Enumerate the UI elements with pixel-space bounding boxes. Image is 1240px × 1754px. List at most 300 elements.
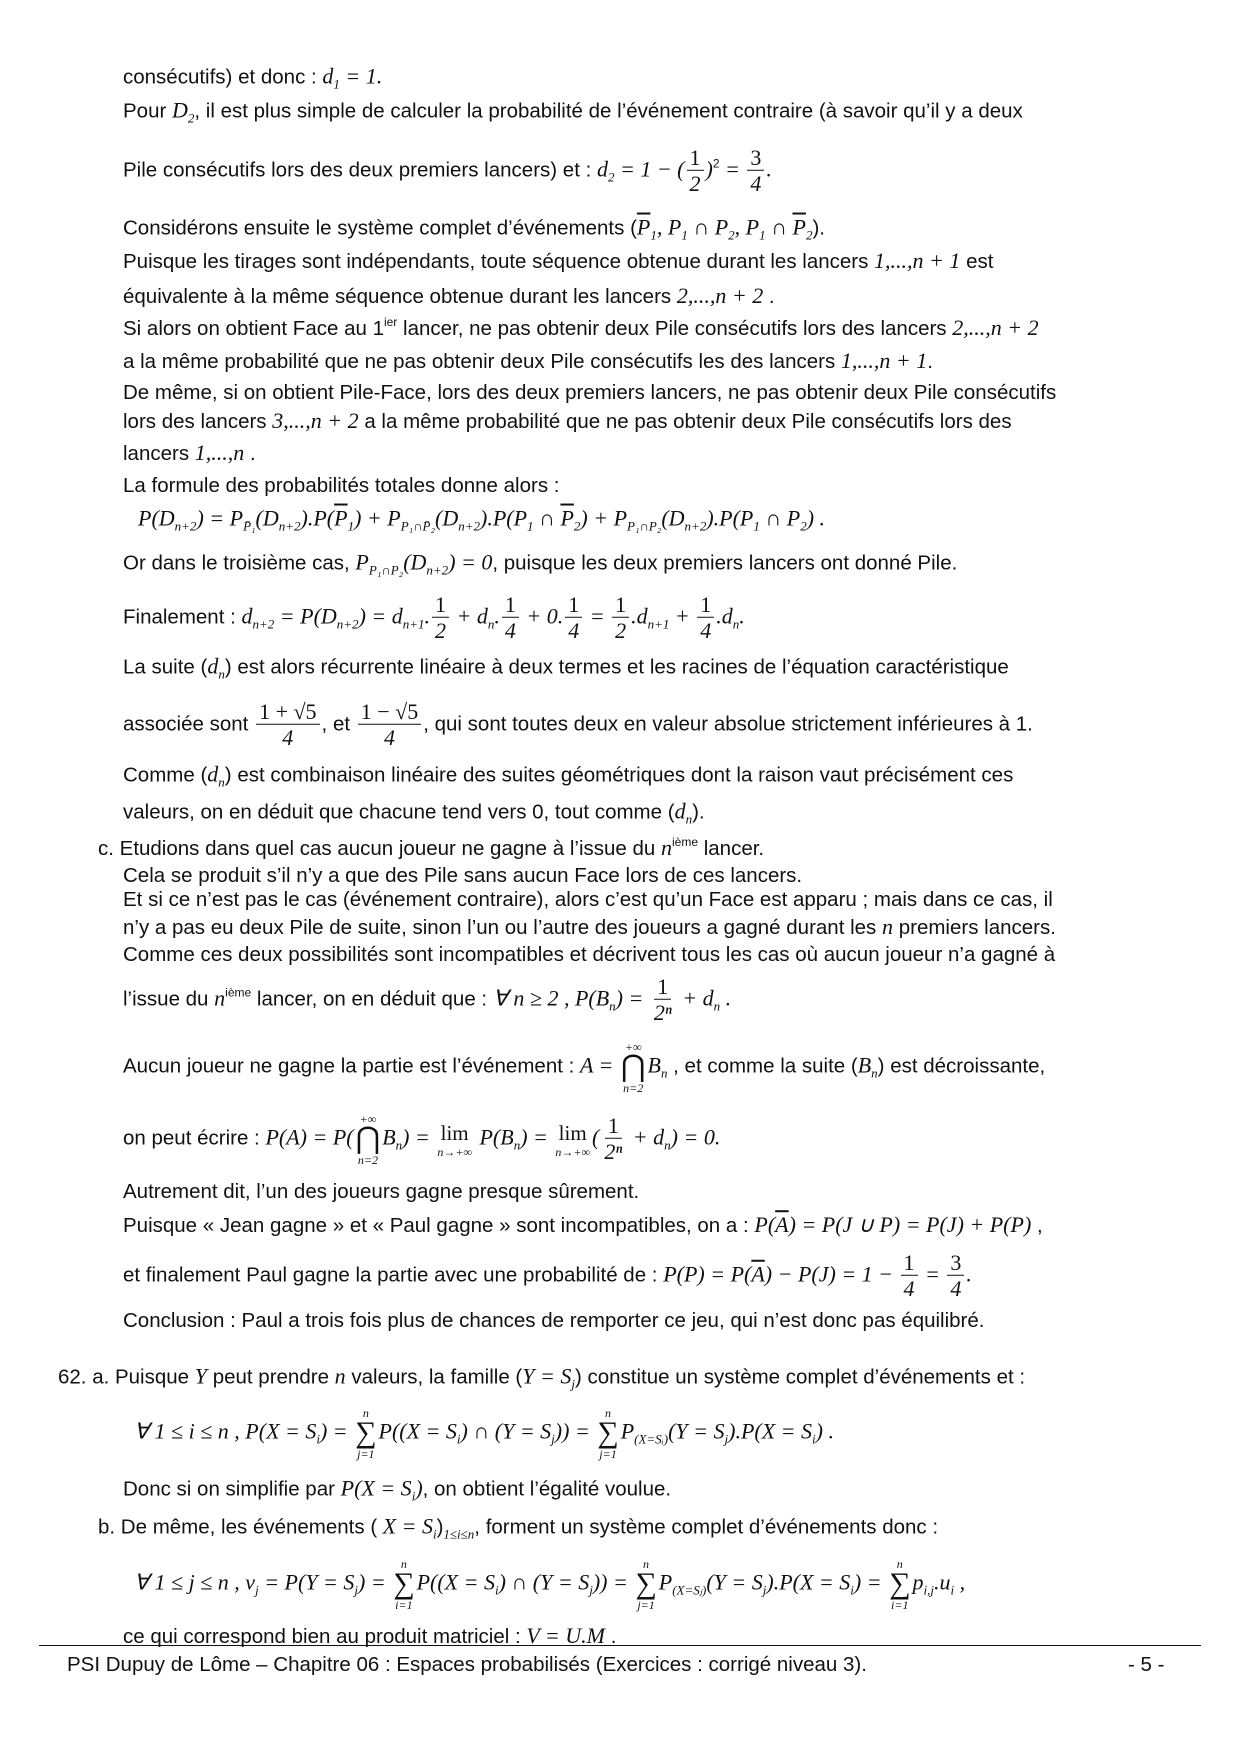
math-run: .	[720, 985, 732, 1011]
math-subscript: n+2	[426, 562, 449, 578]
limit-symbol: lim	[440, 1120, 469, 1145]
text-run: , et comme la suite (	[667, 1054, 858, 1078]
text-run: ce qui correspond bien au produit matriciel :	[123, 1625, 527, 1649]
fraction-numerator: 1	[654, 975, 671, 1000]
math-run: B	[647, 1052, 661, 1078]
text-run: , et	[321, 712, 356, 736]
math-subscript: j	[589, 1582, 593, 1598]
math-run: ) =	[853, 1569, 888, 1595]
text-line	[134, 1407, 834, 1460]
math-subscript: (X=Sⱼ)	[672, 1582, 707, 1598]
math-subscript: n+2	[458, 518, 481, 534]
math-run: ) =	[319, 1418, 354, 1444]
text-run: ) est combinaison linéaire des suites géométriques dont la raison vaut précisément ces	[224, 763, 1014, 787]
text-line	[138, 506, 825, 535]
math-run: 2,...,n + 2	[676, 283, 764, 309]
text-run: Pile consécutifs lors des deux premiers lancers) et :	[123, 158, 597, 182]
math-subscript: 2	[187, 110, 195, 126]
text-run: Comme (	[123, 763, 208, 787]
fraction-numerator: 3	[747, 146, 764, 171]
math-subscript: i	[411, 1488, 416, 1504]
math-subscript: n	[218, 774, 225, 790]
fraction-denominator: 4	[750, 170, 762, 196]
big-operator	[356, 1113, 381, 1166]
text-run: équivalente à la même séquence obtenue durant les lancers	[123, 285, 677, 309]
text-line	[123, 550, 957, 579]
text-run: a la même probabilité que ne pas obtenir deux Pile consécutifs les des lancers	[123, 350, 841, 374]
text-run: Puisque les tirages sont indépendants, toute séquence obtenue durant les lancers	[123, 250, 875, 274]
superscript: ième	[672, 835, 699, 850]
operator-symbol: ⋂	[620, 1049, 646, 1083]
text-run: , qui sont toutes deux en valeur absolue strictement inférieures à 1.	[423, 712, 1033, 736]
fraction	[651, 975, 675, 1025]
math-run: P(D	[138, 505, 175, 531]
text-run: , il est plus simple de calculer la probabilité de l’événement contraire (à savoir qu’il y a deux	[194, 99, 1023, 123]
math-subscript: j	[551, 1431, 555, 1447]
text-line	[123, 440, 256, 466]
text-run: Conclusion : Paul a trois fois plus de chances de remporter ce jeu, qui n’est donc pas équilibré.	[123, 1309, 985, 1333]
math-run: =	[584, 603, 611, 629]
math-subscript: 1	[650, 227, 657, 243]
fraction-denominator: 2	[435, 617, 447, 643]
operator-lower-limit: i=1	[891, 1597, 909, 1612]
text-run: peut prendre	[207, 1365, 335, 1389]
math-run: = 1 − (	[614, 156, 685, 182]
text-run: on peut écrire :	[123, 1126, 266, 1150]
text-line	[123, 1041, 1045, 1094]
operator-lower-limit: j=1	[637, 1597, 655, 1612]
math-subscript: 1	[527, 518, 534, 534]
math-run: ).P(X = S	[728, 1418, 812, 1444]
footer-divider	[39, 1645, 1201, 1646]
math-run: P((X = S	[416, 1569, 495, 1595]
math-run: )) =	[592, 1569, 634, 1595]
math-run: + d	[627, 1124, 665, 1150]
fraction	[358, 700, 421, 750]
operator-upper-limit: n	[400, 1556, 407, 1571]
math-run: P(	[754, 1212, 776, 1238]
math-run: =	[719, 156, 746, 182]
math-run: )) =	[554, 1418, 596, 1444]
operator-lower-limit: j=1	[599, 1446, 617, 1461]
text-line	[98, 835, 764, 861]
math-run: 1,...,n + 1	[840, 348, 928, 374]
math-run: ) = P(J ∪ P) = P(J) + P(P)	[788, 1212, 1032, 1238]
text-line	[123, 593, 745, 643]
operator-symbol: ∑	[635, 1566, 657, 1600]
math-complement: $\overline{A}$	[751, 1261, 765, 1287]
math-run: = P(Y = S	[258, 1569, 355, 1595]
math-run: d	[322, 63, 334, 89]
text-run: La formule des probabilités totales donne alors :	[123, 474, 560, 498]
math-run: ∩ P	[687, 214, 729, 240]
text-run: lancer.	[698, 837, 765, 861]
math-run: = 1.	[339, 63, 383, 89]
math-run: ) .	[806, 505, 826, 531]
math-run: ).P(P	[706, 505, 754, 531]
text-run: .	[763, 285, 775, 309]
text-run: a la même probabilité que ne pas obtenir deux Pile consécutifs lors des	[358, 410, 1012, 434]
math-complement: $\overline{P}$	[636, 214, 651, 240]
text-line	[123, 1180, 639, 1204]
math-subscript: 2	[800, 518, 807, 534]
fraction-denominator: 4	[568, 617, 580, 643]
text-line	[58, 1364, 1025, 1393]
text-run: lancer, ne pas obtenir deux Pile consécutifs lors des lancers	[397, 317, 953, 341]
math-subscript: n	[732, 616, 740, 632]
math-run: P(A) = P(	[265, 1124, 354, 1150]
math-subscript: n	[395, 1137, 403, 1153]
math-subscript: 2	[573, 518, 581, 534]
math-run: ∩	[765, 214, 793, 240]
fraction-numerator: 1 + √5	[256, 700, 319, 725]
text-line	[123, 1113, 720, 1166]
math-run: , P	[656, 214, 682, 240]
fraction	[747, 146, 764, 196]
text-line	[123, 914, 1056, 940]
math-run: .	[739, 603, 745, 629]
math-subscript: j	[762, 1582, 767, 1598]
math-subscript: P₁∩P₂	[627, 518, 662, 534]
text-run: .	[927, 350, 933, 374]
text-run: premiers lancers.	[893, 916, 1056, 940]
fraction	[697, 593, 714, 643]
math-subscript: 2	[805, 227, 813, 243]
math-run: n	[334, 1363, 346, 1389]
math-run: ) = P	[196, 505, 244, 531]
math-subscript: n	[713, 998, 721, 1014]
superscript: 2	[712, 156, 720, 171]
math-run: ) + P	[580, 505, 628, 531]
text-run: c. Etudions dans quel cas aucun joueur ne gagne à l’issue du	[98, 837, 661, 861]
math-run: n	[661, 835, 672, 861]
fraction-denominator: 2	[689, 170, 701, 196]
math-subscript: n	[218, 666, 225, 682]
math-run: ) = 0.	[670, 1124, 721, 1150]
operator-upper-limit: +∞	[624, 1039, 642, 1054]
math-run: Y	[194, 1363, 208, 1389]
text-line	[123, 943, 1055, 967]
text-run: .	[244, 442, 256, 466]
operator-upper-limit: +∞	[359, 1111, 377, 1126]
math-subscript: 1	[759, 227, 766, 243]
limit-operator	[437, 1120, 472, 1157]
fraction-numerator: 1 − √5	[358, 700, 421, 725]
math-run: d	[241, 603, 253, 629]
math-run: X = S	[377, 1513, 433, 1539]
math-run: ) =	[615, 985, 649, 1011]
math-run: .	[766, 156, 772, 182]
math-run: + d	[676, 985, 714, 1011]
fraction	[502, 593, 519, 643]
fraction-denominator: 4	[383, 724, 395, 750]
math-run: ) ∩ (Y = S	[498, 1569, 590, 1595]
text-run: )	[436, 1515, 444, 1539]
fraction-denominator: 4	[903, 1275, 915, 1301]
limit-operator	[555, 1120, 590, 1157]
math-run: P	[658, 1569, 673, 1595]
text-run: lancers	[123, 442, 195, 466]
operator-symbol: ∑	[355, 1415, 377, 1449]
math-run: P((X = S	[378, 1418, 457, 1444]
math-run: 3,...,n + 2	[272, 408, 359, 434]
operator-symbol: ∑	[889, 1566, 911, 1600]
math-complement: $\overline{P}$	[560, 505, 574, 531]
fraction-numerator: 1	[502, 593, 519, 618]
math-run: ∩	[533, 505, 561, 531]
math-run: .	[494, 603, 500, 629]
text-line	[123, 381, 1056, 405]
fraction	[256, 700, 319, 750]
math-complement: $\overline{P}$	[792, 214, 806, 240]
fraction-denominator: 4	[950, 1275, 962, 1301]
fraction-denominator: 4	[700, 617, 712, 643]
math-subscript: i	[432, 1526, 437, 1542]
math-run: d	[207, 761, 219, 787]
math-subscript: 1	[681, 227, 688, 243]
text-run: ,	[1031, 1214, 1043, 1238]
operator-symbol: ⋂	[355, 1121, 381, 1155]
text-line	[123, 975, 731, 1025]
text-line	[134, 1558, 965, 1611]
math-subscript: n+2	[174, 518, 197, 534]
operator-lower-limit: j=1	[357, 1446, 375, 1461]
big-operator	[889, 1558, 910, 1611]
text-line	[123, 215, 825, 244]
fraction	[687, 146, 704, 196]
math-run: ) =	[520, 1124, 554, 1150]
text-run: ).	[812, 216, 825, 240]
math-run: ∀ 1 ≤ j ≤ n , v	[134, 1569, 256, 1595]
math-run: n	[214, 985, 226, 1011]
math-run: )	[415, 1475, 423, 1501]
text-run: Or dans le troisième cas,	[123, 551, 356, 575]
page-number: - 5 -	[1128, 1653, 1165, 1676]
text-line	[123, 64, 382, 93]
math-run: (Y = S	[706, 1569, 763, 1595]
math-run: (Y = S	[668, 1418, 725, 1444]
math-run: ).P(	[300, 505, 335, 531]
fraction-denominator: 4	[504, 617, 516, 643]
text-line	[123, 762, 1013, 791]
math-run: .d	[631, 603, 648, 629]
math-run: , P	[734, 214, 760, 240]
text-line	[123, 888, 1053, 912]
math-run: P	[355, 549, 369, 575]
operator-lower-limit: n=2	[357, 1152, 378, 1167]
text-line	[123, 700, 1033, 750]
math-run: 1,...,n	[194, 440, 245, 466]
fraction-denominator: 4	[282, 724, 294, 750]
math-subscript: j	[571, 1376, 575, 1392]
text-line	[98, 1514, 938, 1543]
math-run: B	[857, 1052, 872, 1078]
text-run: l’issue du	[123, 987, 215, 1011]
text-line	[123, 248, 993, 274]
math-run: ∀ n ≥ 2 , P(B	[492, 985, 610, 1011]
math-subscript: 1	[333, 76, 340, 92]
math-subscript: i	[950, 1582, 955, 1598]
fraction-numerator: 3	[947, 1251, 964, 1276]
text-run: 62. a. Puisque	[58, 1365, 195, 1389]
math-subscript: (X=Sᵢ)	[634, 1431, 669, 1447]
operator-symbol: ∑	[597, 1415, 619, 1449]
math-subscript: i	[456, 1431, 461, 1447]
math-run: P(P) = P(	[663, 1261, 752, 1287]
text-run: est	[960, 250, 994, 274]
operator-symbol: ∑	[393, 1566, 415, 1600]
text-line	[123, 799, 705, 828]
text-run: Donc si on simplifie par	[123, 1477, 341, 1501]
math-run: (D	[255, 505, 279, 531]
text-line	[123, 98, 1023, 127]
text-run: , puisque les deux premiers lancers ont donné Pile.	[492, 551, 958, 575]
superscript: ième	[225, 985, 252, 1000]
limit-subscript: n→+∞	[555, 1144, 591, 1159]
math-subscript: n+2	[684, 518, 707, 534]
text-run: Et si ce n’est pas le cas (événement contraire), alors c’est qu’un Face est apparu ; mais dans ce cas, il	[123, 888, 1053, 912]
operator-upper-limit: n	[643, 1556, 650, 1571]
fraction-numerator: 1	[432, 593, 449, 618]
math-run: V = U.M	[526, 1623, 605, 1649]
math-run: .u	[933, 1569, 951, 1595]
math-run: ) = d	[358, 603, 403, 629]
math-run: d	[207, 653, 219, 679]
math-complement: $\overline{P}$	[334, 505, 348, 531]
math-run: p	[912, 1569, 924, 1595]
math-run: )	[705, 156, 713, 182]
text-line	[123, 1309, 984, 1333]
math-subscript: n	[660, 1065, 668, 1081]
math-run: ) + P	[354, 505, 401, 531]
math-subscript: 2	[728, 227, 735, 243]
math-run: + d	[451, 603, 488, 629]
math-subscript: i	[316, 1431, 320, 1447]
text-run: consécutifs) et donc :	[123, 65, 323, 89]
operator-upper-limit: n	[604, 1405, 611, 1420]
math-run: d	[674, 798, 686, 824]
text-run: De même, si on obtient Pile-Face, lors des deux premiers lancers, ne pas obtenir deux Pile consécutifs	[123, 381, 1057, 405]
math-run: n	[882, 914, 894, 940]
big-operator	[597, 1407, 618, 1460]
math-subscript: P̄₁	[243, 518, 256, 534]
math-run: A =	[580, 1052, 619, 1078]
text-run: valeurs, on en déduit que chacune tend vers 0, tout comme (	[123, 800, 675, 824]
fraction-numerator: 1	[605, 1114, 622, 1139]
text-line	[123, 408, 1012, 434]
text-line	[123, 146, 772, 196]
text-run: , forment un système complet d’événements donc :	[474, 1515, 939, 1539]
math-subscript: n	[664, 1137, 671, 1153]
math-run: D	[172, 97, 188, 123]
text-run: ) est décroissante,	[877, 1054, 1046, 1078]
text-run: lancer, on en déduit que :	[251, 987, 493, 1011]
operator-lower-limit: i=1	[395, 1597, 413, 1612]
math-subscript: n+1	[402, 616, 425, 632]
math-subscript: i	[812, 1431, 816, 1447]
fraction	[432, 593, 449, 643]
math-run: Y = S	[522, 1363, 572, 1389]
math-run: .	[424, 603, 431, 629]
math-run: ) =	[402, 1124, 436, 1150]
math-subscript: 1	[347, 518, 355, 534]
text-run: ) est alors récurrente linéaire à deux termes et les racines de l’équation caractéristique	[224, 655, 1009, 679]
text-run: Cela se produit s’il n’y a que des Pile sans aucun Face lors de ces lancers.	[123, 864, 803, 888]
fraction	[565, 593, 582, 643]
text-run: lors des lancers	[123, 410, 273, 434]
math-subscript: j	[255, 1582, 259, 1598]
math-run: ) − P(J) = 1 −	[764, 1261, 899, 1287]
big-operator	[621, 1041, 646, 1094]
fraction-numerator: 1	[901, 1251, 918, 1276]
math-subscript: i,j	[923, 1582, 934, 1598]
fraction-numerator: 1	[565, 593, 582, 618]
superscript: ier	[383, 315, 398, 330]
big-operator	[355, 1407, 376, 1460]
text-run: n’y a pas eu deux Pile de suite, sinon l’un ou l’autre des joueurs a gagné durant les	[123, 916, 883, 940]
fraction-numerator: 1	[612, 593, 629, 618]
math-run: (	[592, 1124, 600, 1150]
math-subscript: i	[494, 1582, 499, 1598]
math-run: ) = 0	[448, 549, 493, 575]
text-run: associée sont	[123, 712, 255, 736]
text-line	[123, 654, 1009, 683]
math-run: + 0.	[520, 603, 564, 629]
text-line	[123, 474, 559, 498]
math-subscript: n	[609, 998, 616, 1014]
fraction-numerator: 1	[697, 593, 714, 618]
text-run: Pour	[123, 99, 172, 123]
math-subscript: P₁∩P₂	[368, 562, 404, 578]
math-subscript: n	[871, 1065, 878, 1081]
text-run: .	[605, 1625, 617, 1649]
math-run: ) ∩ (Y = S	[460, 1418, 552, 1444]
text-run: Si alors on obtient Face au 1	[123, 317, 384, 341]
text-run: , on obtient l’égalité voulue.	[422, 1477, 672, 1501]
math-subscript: i	[850, 1582, 854, 1598]
text-line	[123, 1212, 1043, 1238]
big-operator	[635, 1558, 656, 1611]
fraction-denominator: 2ⁿ	[604, 1138, 623, 1164]
math-subscript: 1	[753, 518, 760, 534]
math-run: ∩ P	[759, 505, 801, 531]
math-subscript: n+2	[252, 616, 275, 632]
fraction-denominator: 2ⁿ	[653, 999, 672, 1025]
math-subscript: n	[487, 616, 495, 632]
math-run: (D	[661, 505, 685, 531]
math-subscript: P₁∩P̄₂	[400, 518, 436, 534]
math-run: +	[669, 603, 696, 629]
math-subscript: n	[685, 811, 693, 827]
math-subscript: j	[724, 1431, 729, 1447]
math-run: 2,...,n + 2	[952, 315, 1039, 341]
text-run: Puisque « Jean gagne » et « Paul gagne » sont incompatibles, on a :	[123, 1214, 755, 1238]
math-run: B	[382, 1124, 396, 1150]
limit-subscript: n→+∞	[437, 1144, 472, 1159]
fraction	[947, 1251, 964, 1301]
math-run: d	[596, 156, 608, 182]
text-run: Comme ces deux possibilités sont incompatibles et décrivent tous les cas où aucun joueur n’a gagné à	[123, 943, 1056, 967]
fraction	[612, 593, 629, 643]
operator-upper-limit: n	[362, 1405, 369, 1420]
text-run: ) constitue un système complet d’événements et :	[574, 1365, 1026, 1389]
text-run: b. De même, les événements (	[98, 1515, 378, 1539]
math-run: P(X = S	[340, 1475, 412, 1501]
math-subscript: 2	[607, 169, 615, 185]
text-run: valeurs, la famille (	[345, 1365, 523, 1389]
math-run: =	[919, 1261, 946, 1287]
math-subscript: n+2	[278, 518, 301, 534]
